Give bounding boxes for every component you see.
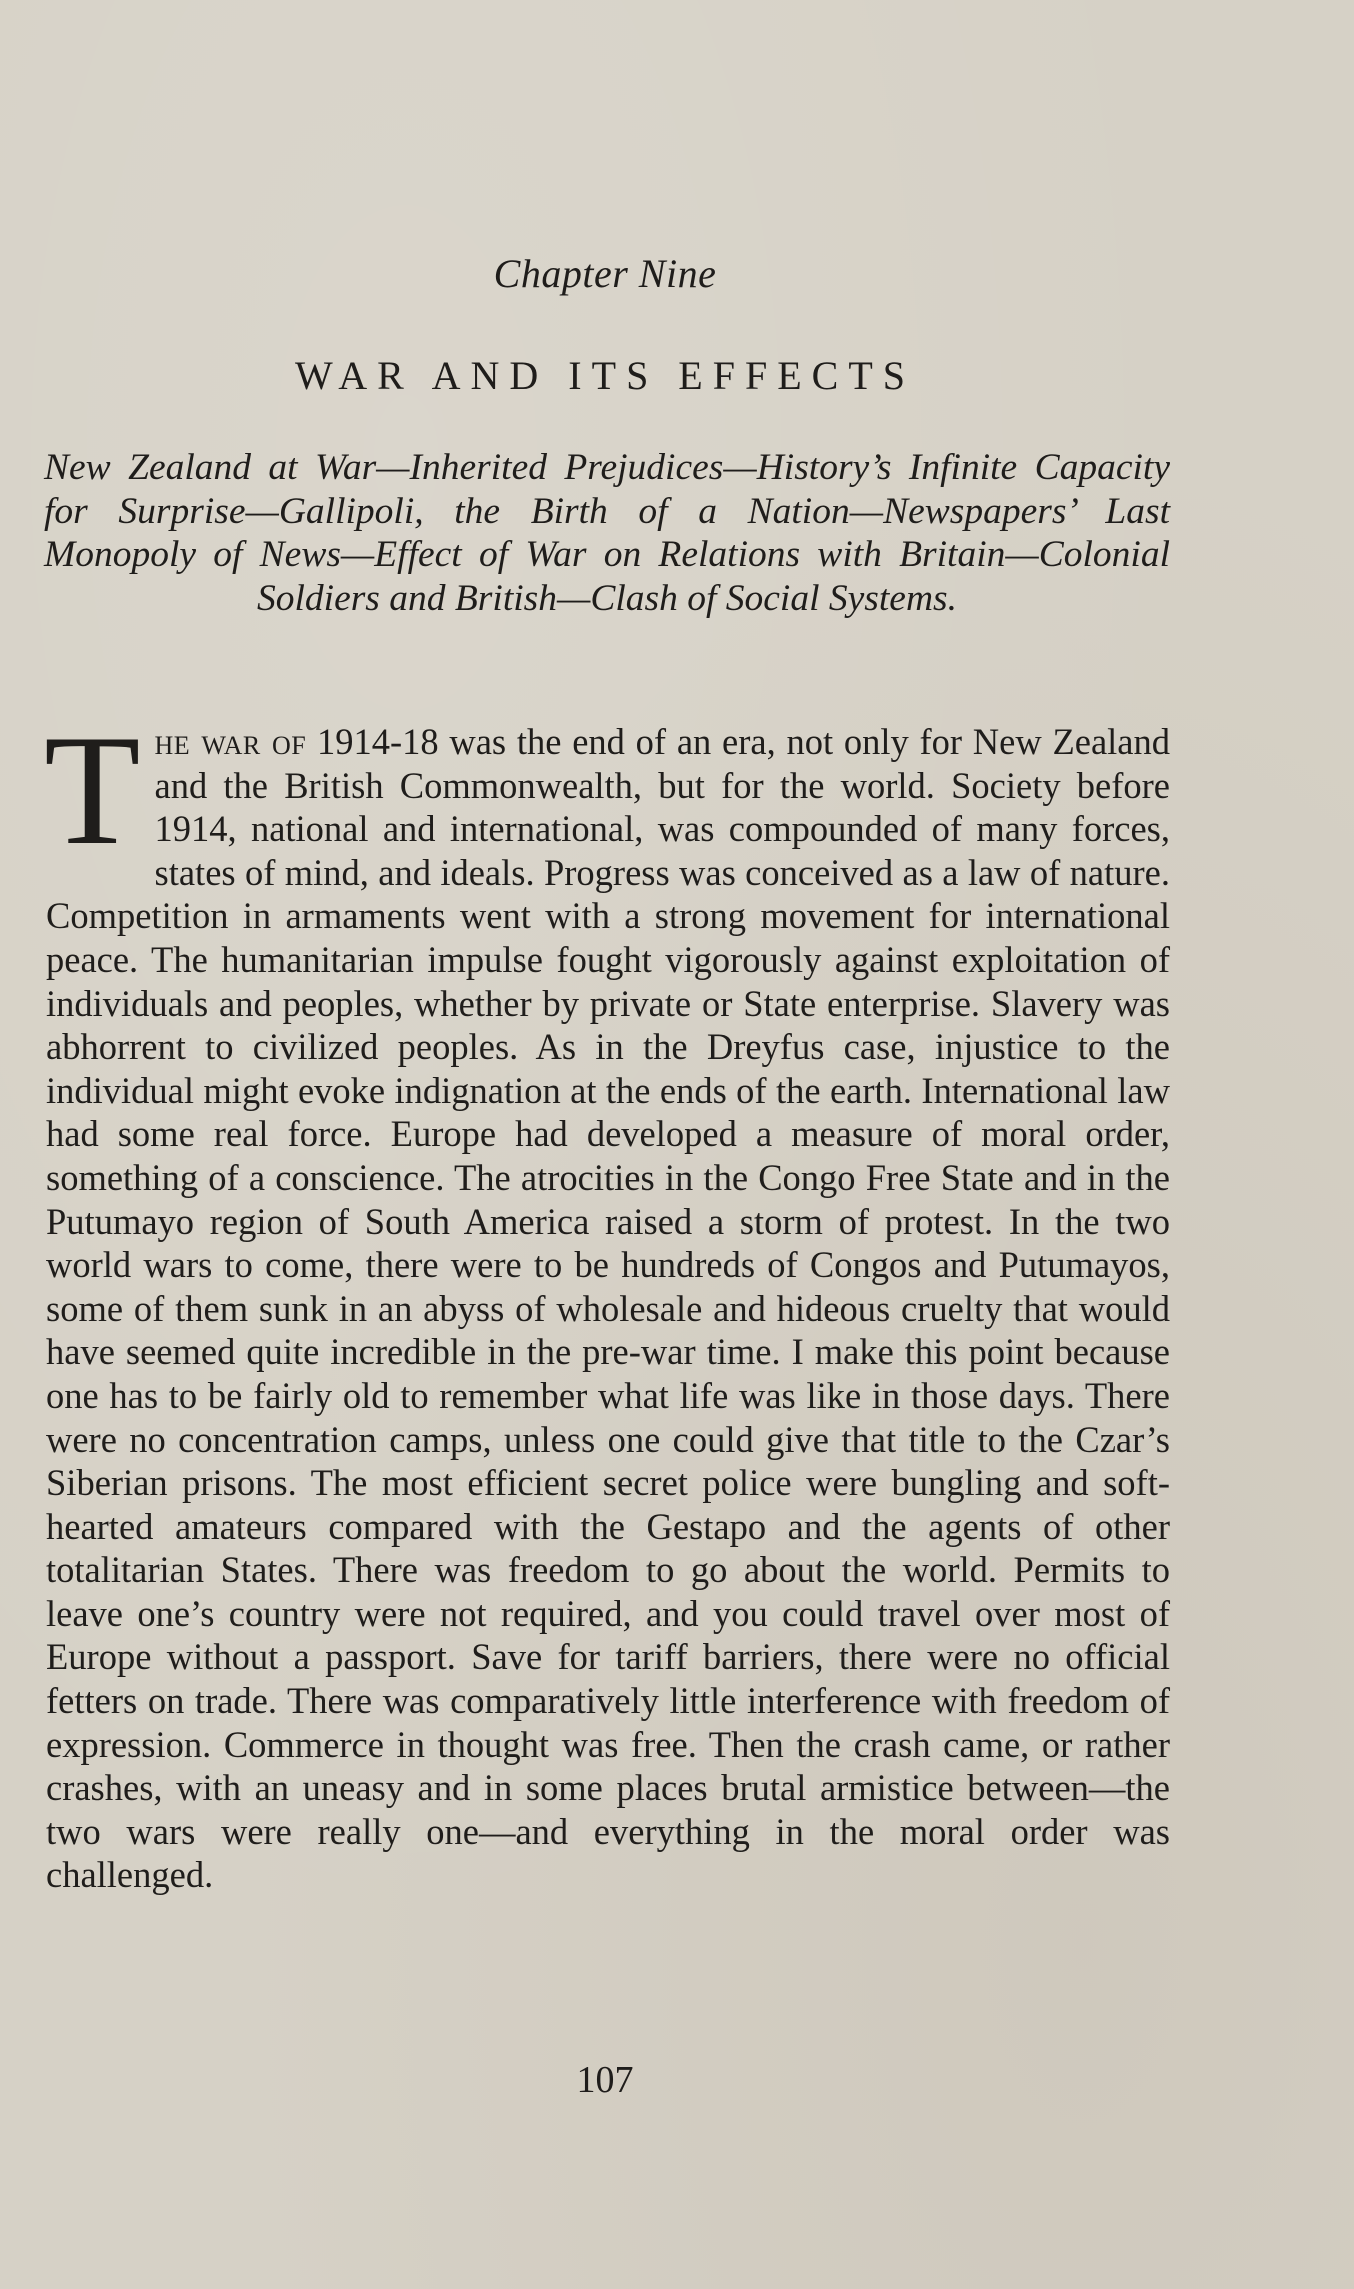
chapter-synopsis: New Zealand at War—Inherited Prejudices—History’s Infinite Capacity for Surprise—Gallipoli, the Birth of a Nation—Newspapers’ Last Monopoly of News—Effect of War on Relations with Britain—Colonial Soldiers and British—Clash of Social Systems. xyxy=(44,447,1170,619)
page-number: 107 xyxy=(576,2059,634,2101)
chapter-label: Chapter Nine xyxy=(493,251,717,296)
drop-cap: T xyxy=(44,703,141,878)
body-text: 1914-18 was the end of an era, not only for New Zealand and the British Commonwealth, but for the world. Society before 1914, national and international, was compounded of many forces, states of mind, and ideals. Progress was conceived as a law of nature. Competition in armaments went with a strong movement for international peace. The humanitarian impulse fought vigorously against exploitation of individuals and peoples, whether by private or State enterprise. Slavery was abhorrent to civilized peoples. As in the Dreyfus case, injustice to the individual might evoke indignation at the ends of the earth. International law had some real force. Europe had developed a measure of moral order, something of a conscience. The atrocities in the Congo Free State and in the Putumayo region of South America raised a storm of protest. In the two world wars to come, there were to be hundreds of Congos and Putumayos, some of them sunk in an abyss of wholesale and hideous cruelty that would have seemed quite incredible in the pre-war time. I make this point because one has to be fairly old to remember what life was like in those days. There were no concentration camps, unless one could give that title to the Czar’s Siberian prisons. The most efficient secret police were bungling and soft-hearted amateurs compared with the Gestapo and the agents of other totalitarian States. There was freedom to go about the world. Permits to leave one’s country were not required, and you could travel over most of Europe without a passport. Save for tariff barriers, there were no official fetters on trade. There was comparatively little interference with freedom of expression. Commerce in thought was free. Then the crash came, or rather crashes, with an uneasy and in some places brutal armistice between—the two wars were really one—and everything in the moral order was challenged. xyxy=(46,721,1171,1896)
chapter-title: WAR AND ITS EFFECTS xyxy=(294,353,916,398)
lead-in-smallcaps: he war of xyxy=(154,721,307,762)
body-paragraph xyxy=(44,703,1171,1897)
